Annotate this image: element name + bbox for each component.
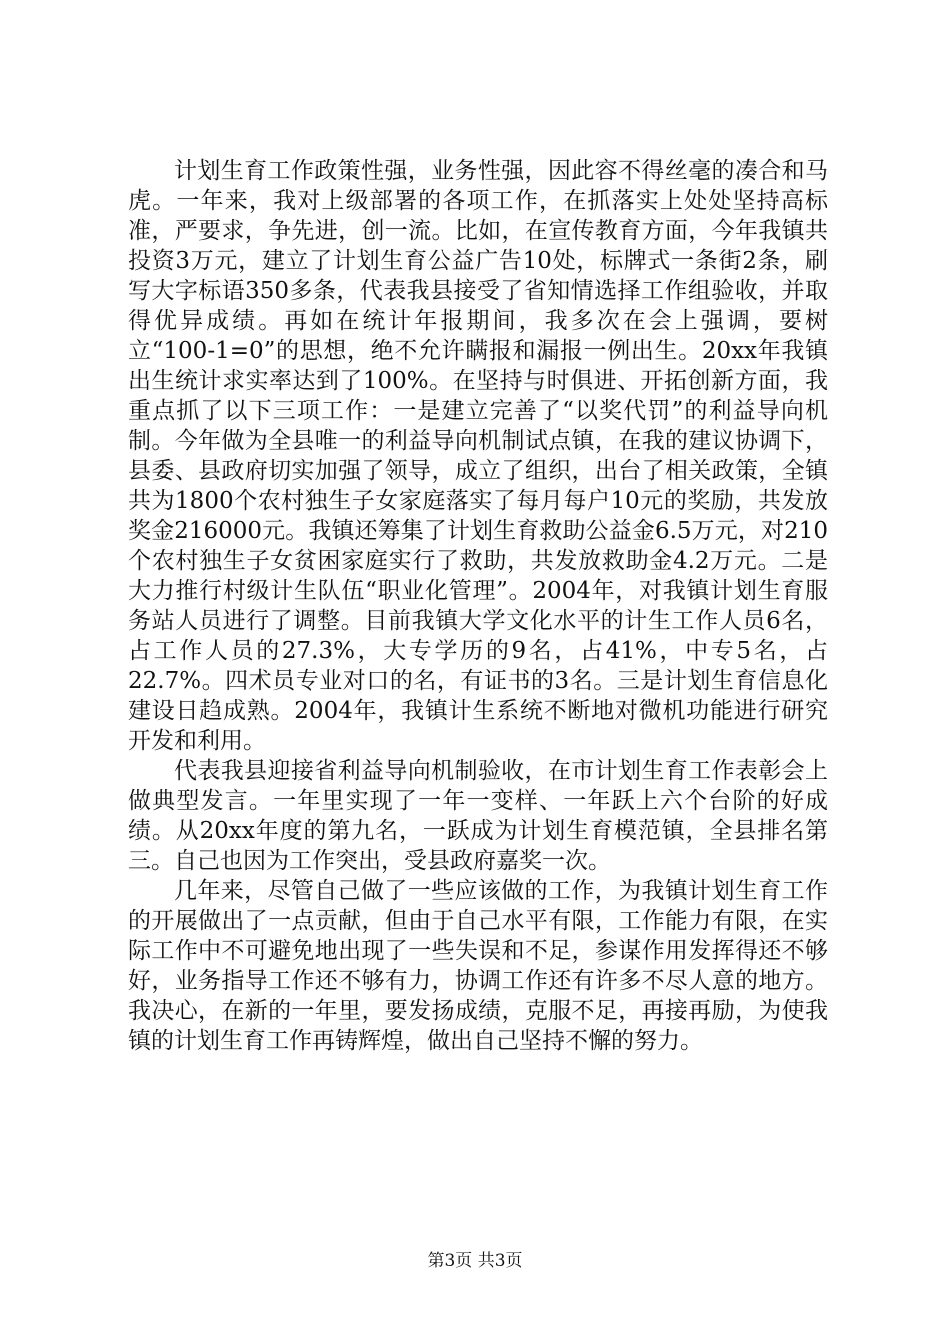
document-body: [128, 156, 828, 1056]
paragraph-3: 几年来，尽管自己做了一些应该做的工作，为我镇计划生育工作的开展做出了一点贡献，但由于自己水平有限，工作能力有限，在实际工作中不可避免地出现了一些失误和不足，参谋作用发挥得还不够好，业务指导工作还不够有力，协调工作还有许多不尽人意的地方。我决心，在新的一年里，要发扬成绩，克服不足，再接再励，为使我镇的计划生育工作再铸辉煌，做出自己坚持不懈的努力。: [128, 878, 828, 1054]
paragraph-1: 计划生育工作政策性强，业务性强，因此容不得丝毫的凑合和马虎。一年来，我对上级部署的各项工作，在抓落实上处处坚持高标准，严要求，争先进，创一流。比如，在宣传教育方面，今年我镇共投资3万元，建立了计划生育公益广告10处，标牌式一条街2条，刷写大字标语350多条，代表我县接受了省知情选择工作组验收，并取得优异成绩。再如在统计年报期间，我多次在会上强调，要树立“100-1=0”的思想，绝不允许瞒报和漏报一例出生。20xx年我镇出生统计求实率达到了100%。在坚持与时俱进、开拓创新方面，我重点抓了以下三项工作：一是建立完善了“以奖代罚”的利益导向机制。今年做为全县唯一的利益导向机制试点镇，在我的建议协调下，县委、县政府切实加强了领导，成立了组织，出台了相关政策，全镇共为1800个农村独生子女家庭落实了每月每户10元的奖励，共发放奖金216000元。我镇还筹集了计划生育救助公益金6.5万元，对210个农村独生子女贫困家庭实行了救助，共发放救助金4.2万元。二是大力推行村级计生队伍“职业化管理”。2004年，对我镇计划生育服务站人员进行了调整。目前我镇大学文化水平的计生工作人员6名，占工作人员的27.3%，大专学历的9名，占41%，中专5名，占22.7%。四术员专业对口的名，有证书的3名。三是计划生育信息化建设日趋成熟。2004年，我镇计生系统不断地对微机功能进行研究开发和利用。: [128, 158, 828, 754]
paragraph-2: 代表我县迎接省利益导向机制验收，在市计划生育工作表彰会上做典型发言。一年里实现了一年一变样、一年跃上六个台阶的好成绩。从20xx年度的第九名，一跃成为计划生育模范镇，全县排名第三。自己也因为工作突出，受县政府嘉奖一次。: [128, 758, 828, 874]
page-footer: 第3页 共3页: [427, 1251, 523, 1271]
